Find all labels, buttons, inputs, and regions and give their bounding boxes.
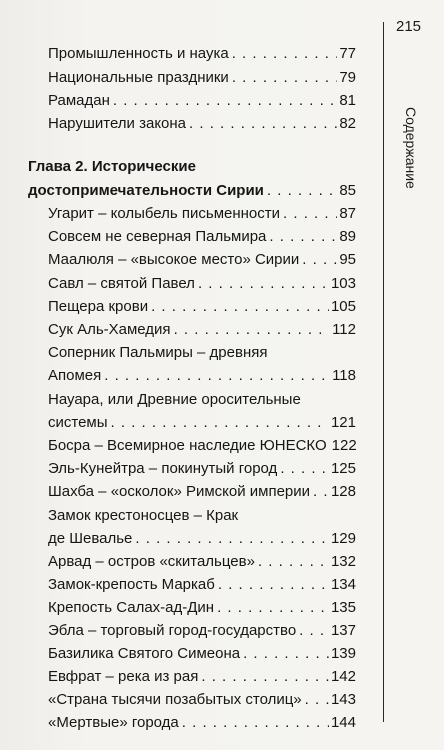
toc-entry-page: 144 [330, 714, 356, 731]
toc-entry [48, 482, 356, 502]
page-number: 215 [396, 18, 422, 35]
toc-entry-title: Науара, или Древние оросительные [48, 391, 301, 408]
toc-entry-page: 77 [339, 45, 356, 62]
leader-dots [111, 413, 329, 433]
toc-entry [48, 436, 356, 456]
toc-entry [48, 227, 356, 247]
toc-entry-title: Нарушители закона [48, 115, 187, 132]
leader-dots [269, 227, 337, 247]
leader-dots [313, 482, 329, 502]
leader-dots [267, 181, 337, 201]
toc-entry-title: «Страна тысячи позабытых столиц» [48, 691, 302, 708]
toc-entry [48, 274, 356, 294]
toc-entry-title: Евфрат – река из рая [48, 668, 199, 685]
toc-entry-page: 128 [330, 483, 356, 500]
toc-entry [48, 598, 356, 618]
leader-dots [299, 621, 329, 641]
toc-entry [48, 644, 356, 664]
leader-dots [217, 598, 329, 618]
toc-entry [48, 297, 356, 317]
toc-entry [48, 320, 356, 340]
toc-entry-page: 82 [339, 115, 356, 132]
leader-dots [305, 690, 329, 710]
toc-entry-page: 137 [330, 622, 356, 639]
leader-dots [135, 529, 329, 549]
toc-entry [48, 114, 356, 134]
toc-entry-page: 135 [330, 599, 356, 616]
leader-dots [189, 114, 337, 134]
toc-entry [48, 459, 356, 479]
toc-entry [48, 667, 356, 687]
leader-dots [232, 68, 338, 88]
leader-dots [280, 459, 329, 479]
toc-entry-title: Национальные праздники [48, 69, 229, 86]
toc-entry [48, 250, 356, 270]
leader-dots [302, 250, 337, 270]
toc-entry-page: 81 [339, 92, 356, 109]
leader-dots [182, 713, 329, 733]
toc-entry [48, 91, 356, 111]
toc-entry [48, 575, 356, 595]
toc-entry-title: Совсем не северная Пальмира [48, 228, 267, 245]
toc-entry-title: Замок-крепость Маркаб [48, 576, 215, 593]
leader-dots [174, 320, 331, 340]
toc-entry-page: 142 [330, 668, 356, 685]
leader-dots [243, 644, 329, 664]
running-head: Содержание [403, 107, 419, 189]
leader-dots [113, 91, 337, 111]
toc-entry [48, 44, 356, 64]
leader-dots [151, 297, 329, 317]
toc-entry [48, 413, 356, 433]
toc-entry-title: Пещера крови [48, 298, 149, 315]
toc-entry-page: 79 [339, 69, 356, 86]
toc-entry-page: 103 [330, 275, 356, 292]
toc-entry-page: 129 [330, 530, 356, 547]
toc-entry-page: 105 [330, 298, 356, 315]
toc-entry-title: Маалюля – «высокое место» Сирии [48, 251, 300, 268]
toc-entry-title-cont: системы [48, 414, 108, 431]
leader-dots [232, 44, 338, 64]
toc-entry [48, 68, 356, 88]
toc-entry-page: 121 [330, 414, 356, 431]
toc-entry-page: 134 [330, 576, 356, 593]
toc-entry-title: Эбла – торговый город-государство [48, 622, 297, 639]
toc-entry-title: Сук Аль-Хамедия [48, 321, 171, 338]
toc-entry-title-cont: де Шевалье [48, 530, 133, 547]
chapter-page: 85 [339, 182, 356, 199]
chapter-title-line1: Глава 2. Исторические [28, 158, 196, 175]
toc-entry-title: Савл – святой Павел [48, 275, 195, 292]
toc-entry-page: 118 [332, 367, 356, 384]
chapter-title-line2: достопримечательности Сирии [28, 182, 264, 199]
toc-entry-page: 89 [339, 228, 356, 245]
leader-dots [201, 667, 329, 687]
toc-entry [48, 552, 356, 572]
toc-entry [48, 621, 356, 641]
toc-entry-title: Эль-Кунейтра – покинутый город [48, 460, 278, 477]
toc-entry-title: Замок крестоносцев – Крак [48, 507, 239, 524]
toc-entry-title: Угарит – колыбель письменности [48, 205, 281, 222]
toc-entry [48, 529, 356, 549]
toc-entry [48, 366, 356, 386]
toc-entry-title-cont: Апомея [48, 367, 102, 384]
toc-entry-title: Арвад – остров «скитальцев» [48, 553, 255, 570]
leader-dots [218, 575, 329, 595]
toc-entry-title: «Мертвые» города [48, 714, 179, 731]
leader-dots [283, 204, 337, 224]
toc-entry-title: Соперник Пальмиры – древняя [48, 344, 268, 361]
toc-entry [48, 713, 356, 733]
chapter-title [28, 181, 356, 201]
toc-entry-page: 125 [330, 460, 356, 477]
toc-entry-page: 122 [331, 437, 357, 454]
vertical-rule [383, 22, 384, 722]
toc-entry-title: Промышленность и наука [48, 45, 229, 62]
toc-entry-page: 132 [330, 553, 356, 570]
toc-entry-title: Шахба – «осколок» Римской империи [48, 483, 311, 500]
toc-entry-title: Крепость Салах-ад-Дин [48, 599, 215, 616]
toc-entry [48, 204, 356, 224]
leader-dots [198, 274, 329, 294]
toc-entry-title: Босра – Всемирное наследие ЮНЕСКО [48, 437, 327, 454]
toc-entry-page: 143 [330, 691, 356, 708]
toc-entry-title: Рамадан [48, 92, 110, 109]
leader-dots [104, 366, 330, 386]
toc-entry-page: 139 [330, 645, 356, 662]
toc-entry-page: 87 [339, 205, 356, 222]
toc-entry-page: 112 [332, 321, 356, 338]
leader-dots [258, 552, 329, 572]
toc-entry [48, 690, 356, 710]
toc-entry-page: 95 [339, 251, 356, 268]
toc-entry-title: Базилика Святого Симеона [48, 645, 241, 662]
